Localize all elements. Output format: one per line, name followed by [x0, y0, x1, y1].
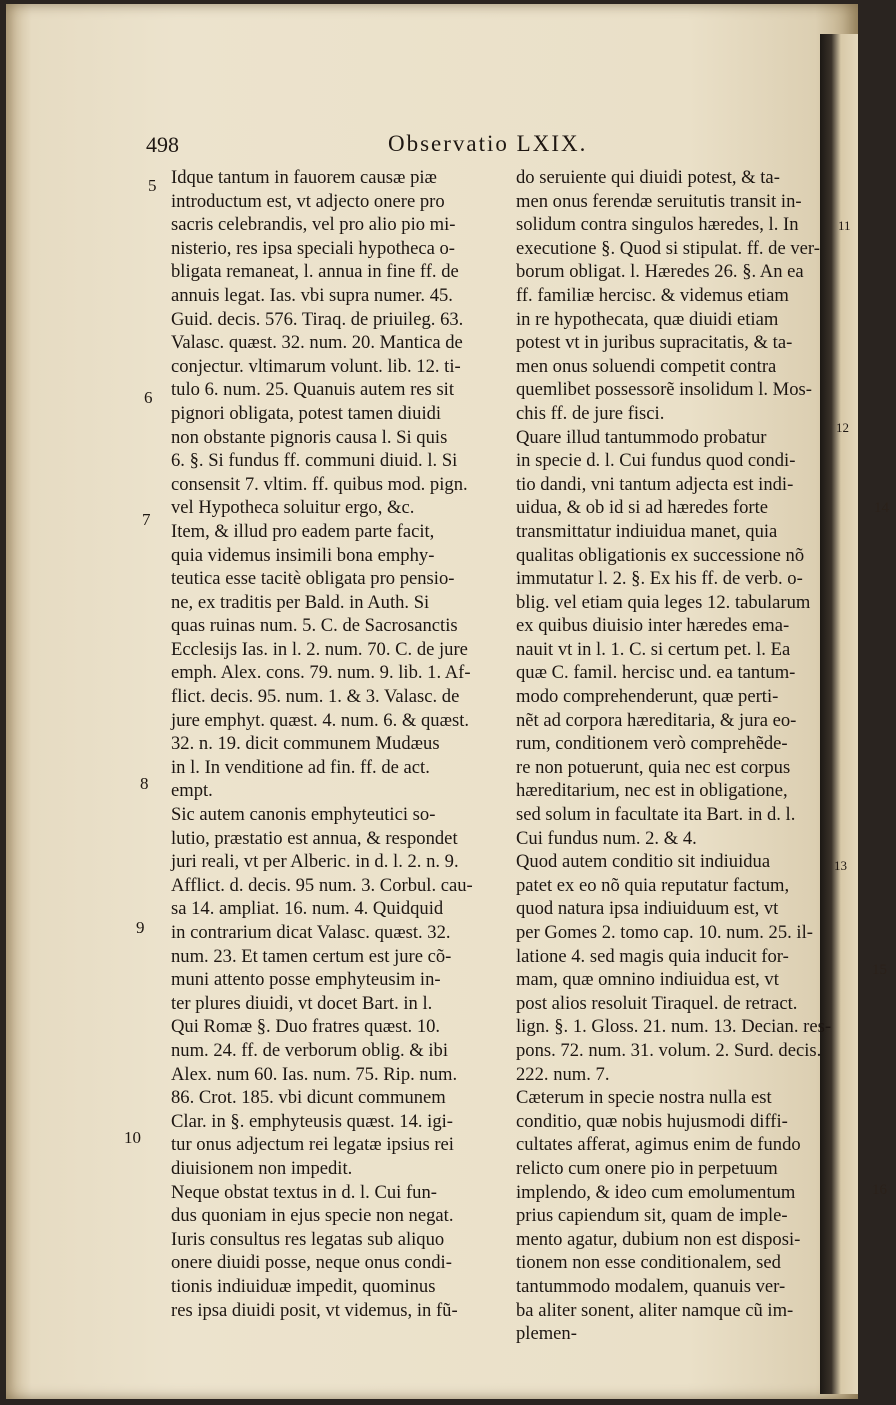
- right-column-line: executione §. Quod si stipulat. ff. de ver-: [516, 237, 820, 259]
- left-column-line: muni attento posse emphyteusim in-: [171, 969, 441, 991]
- right-column-line: tio dandi, vni tantum adjecta est indi-: [516, 473, 794, 495]
- right-column-line: pons. 72. num. 31. volum. 2. Surd. decis.: [516, 1039, 822, 1061]
- left-text-column: [171, 166, 489, 1322]
- margin-number-10: 10: [124, 1128, 141, 1147]
- left-column-line: res ipsa diuidi posit, vt videmus, in fũ-: [171, 1299, 458, 1321]
- right-column-line: solidum contra singulos hæredes, l. In: [516, 214, 799, 236]
- margin-number-8: 8: [140, 774, 149, 793]
- left-column-line: vel Hypotheca soluitur ergo, &c.: [171, 497, 415, 519]
- left-column-line: pignori obligata, potest tamen diuidi: [171, 402, 442, 424]
- right-column-line: rum, conditionem verò comprehẽde-: [516, 733, 788, 755]
- right-column-line: mam, quæ omnino indiuidua est, vt: [516, 969, 779, 991]
- left-column-line: Alex. num 60. Ias. num. 75. Rip. num.: [171, 1063, 458, 1085]
- right-column-line: men onus soluendi competit contra: [516, 355, 777, 377]
- right-column-line: do seruiente qui diuidi potest, & ta-: [516, 167, 780, 188]
- right-column-line: conditio, quæ nobis hujusmodi diffi-: [516, 1110, 788, 1132]
- left-column-line: Clar. in §. emphyteusis quæst. 14. igi-: [171, 1110, 454, 1132]
- margin-number-7: 7: [142, 510, 151, 529]
- left-column-line: juri reali, vt per Alberic. in d. l. 2. n. 9.: [171, 851, 459, 873]
- right-column-line: Cæterum in specie nostra nulla est: [516, 1087, 772, 1109]
- page-title: Observatio LXIX.: [388, 131, 588, 156]
- left-column-line: introductum est, vt adjecto onere pro: [171, 190, 445, 212]
- facing-page-number-14: 14: [874, 500, 889, 516]
- left-column-line: Ecclesijs Ias. in l. 2. num. 70. C. de jure: [171, 638, 468, 660]
- left-column-line: tur onus adjectum rei legatæ ipsius rei: [171, 1134, 454, 1156]
- right-column-line: uidua, & ob id si ad hæredes forte: [516, 497, 768, 519]
- right-column-line: modo comprehenderunt, quæ perti-: [516, 686, 779, 708]
- left-column-line: in contrarium dicat Valasc. quæst. 32.: [171, 922, 451, 943]
- right-column-line: immutatur l. 2. §. Ex his ff. de verb. o-: [516, 568, 803, 590]
- right-column-line: in specie d. l. Cui fundus quod condi-: [516, 450, 796, 472]
- margin-number-13: 13: [834, 858, 847, 873]
- left-column-line: tionis indiuiduæ impedit, quominus: [171, 1275, 436, 1297]
- margin-number-6: 6: [144, 388, 153, 407]
- right-column-line: latione 4. sed magis quia inducit for-: [516, 945, 789, 967]
- right-column-line: plemen-: [516, 1323, 577, 1345]
- left-column-line: Item, & illud pro eadem parte facit,: [171, 520, 435, 542]
- left-column-line: lutio, præstatio est annua, & respondet: [171, 827, 458, 849]
- left-column-line: Valasc. quæst. 32. num. 20. Mantica de: [171, 332, 463, 354]
- left-column-line: 86. Crot. 185. vbi dicunt communem: [171, 1087, 446, 1109]
- left-column-line: num. 23. Et tamen certum est jure cõ-: [171, 945, 452, 967]
- right-column-line: quod natura ipsa indiuiduum est, vt: [516, 898, 779, 920]
- left-column-line: Qui Romæ §. Duo fratres quæst. 10.: [171, 1016, 441, 1038]
- left-column-line: tulo 6. num. 25. Quanuis autem res sit: [171, 379, 455, 401]
- right-column-line: per Gomes 2. tomo cap. 10. num. 25. il-: [516, 922, 813, 943]
- left-column-line: Idque tantum in fauorem causæ piæ: [171, 167, 437, 188]
- right-column-line: cultates afferat, agimus enim de fundo: [516, 1134, 801, 1156]
- right-column-line: chis ff. de jure fisci.: [516, 402, 665, 424]
- right-column-line: men onus ferendæ seruitutis transit in-: [516, 190, 802, 212]
- right-column-line: in re hypothecata, quæ diuidi etiam: [516, 308, 779, 330]
- left-column-line: emph. Alex. cons. 79. num. 9. lib. 1. Af-: [171, 662, 471, 684]
- left-column-line: Afflict. d. decis. 95 num. 3. Corbul. cau-: [171, 874, 473, 896]
- right-column-line: implendo, & ideo cum emolumentum: [516, 1181, 796, 1203]
- left-column-line: num. 24. ff. de verborum oblig. & ibi: [171, 1039, 448, 1061]
- left-column-line: non obstante pignoris causa l. Si quis: [171, 426, 448, 448]
- book-page: [6, 4, 889, 1399]
- right-column-line: Quod autem conditio sit indiuidua: [516, 851, 771, 873]
- right-column-line: ba aliter sonent, aliter namque cũ im-: [516, 1299, 794, 1321]
- right-column-line: re non potuerunt, quia nec est corpus: [516, 756, 791, 778]
- right-column-line: lign. §. 1. Gloss. 21. num. 13. Decian. res-: [516, 1016, 832, 1038]
- left-column-line: Neque obstat textus in d. l. Cui fun-: [171, 1181, 437, 1203]
- right-column-line: potest vt in juribus supracitatis, & ta-: [516, 332, 793, 354]
- left-column-line: jure emphyt. quæst. 4. num. 6. & quæst.: [171, 709, 470, 731]
- right-column-line: tionem non esse conditionalem, sed: [516, 1252, 781, 1274]
- left-column-line: consensit 7. vltim. ff. quibus mod. pign.: [171, 473, 468, 495]
- left-column-line: Iuris consultus res legatas sub aliquo: [171, 1228, 445, 1250]
- left-column-line: annuis legat. Ias. vbi supra numer. 45.: [171, 284, 453, 306]
- left-column-line: empt.: [171, 780, 213, 802]
- left-column-line: ter plures diuidi, vt docet Bart. in l.: [171, 992, 433, 1014]
- left-column-line: sacris celebrandis, vel pro alio pio mi-: [171, 214, 456, 236]
- left-column-line: Sic autem canonis emphyteutici so-: [171, 804, 436, 826]
- margin-number-12: 12: [836, 420, 849, 435]
- right-column-line: sed solum in facultate ita Bart. in d. l.: [516, 804, 796, 826]
- left-column-line: bligata remaneat, l. annua in fine ff. de: [171, 261, 459, 283]
- left-column-line: in l. In venditione ad fin. ff. de act.: [171, 756, 430, 778]
- right-column-line: post alios resoluit Tiraquel. de retract.: [516, 992, 798, 1014]
- right-column-line: qualitas obligationis ex successione nõ: [516, 544, 805, 566]
- margin-number-9: 9: [136, 918, 145, 937]
- left-column-line: 6. §. Si fundus ff. communi diuid. l. Si: [171, 450, 458, 472]
- margin-number-5: 5: [148, 176, 157, 195]
- page-number: 498: [146, 132, 179, 157]
- left-column-line: ne, ex traditis per Bald. in Auth. Si: [171, 591, 430, 613]
- right-column-line: hæreditarium, nec est in obligatione,: [516, 780, 788, 802]
- facing-page-number-15: 15: [872, 962, 887, 978]
- left-column-line: dus quoniam in ejus specie non negat.: [171, 1205, 454, 1227]
- left-column-line: onere diuidi posse, neque onus condi-: [171, 1252, 452, 1274]
- margin-number-11: 11: [838, 218, 851, 233]
- left-column-line: 32. n. 19. dicit communem Mudæus: [171, 733, 440, 755]
- right-column-line: borum obligat. l. Hæredes 26. §. An ea: [516, 261, 804, 283]
- right-column-line: nauit vt in l. 1. C. si certum pet. l. Ea: [516, 638, 791, 660]
- left-column-line: teutica esse tacitè obligata pro pensio-: [171, 568, 455, 590]
- right-column-line: mento agatur, dubium non est disposi-: [516, 1228, 801, 1250]
- left-column-line: nisterio, res ipsa speciali hypotheca o-: [171, 237, 455, 259]
- right-column-line: nẽt ad corpora hæreditaria, & jura eo-: [516, 709, 797, 731]
- right-column-line: quæ C. famil. hercisc und. ea tantum-: [516, 662, 796, 684]
- right-column-line: tantummodo modalem, quanuis ver-: [516, 1275, 786, 1297]
- left-column-line: quia videmus insimili bona emphy-: [171, 544, 435, 566]
- left-column-line: sa 14. ampliat. 16. num. 4. Quidquid: [171, 898, 444, 920]
- right-column-line: Cui fundus num. 2. & 4.: [516, 827, 697, 849]
- left-column-line: conjectur. vltimarum volunt. lib. 12. ti-: [171, 355, 461, 377]
- right-column-line: Quare illud tantummodo probatur: [516, 426, 767, 448]
- right-column-line: relicto cum onere pio in perpetuum: [516, 1157, 778, 1179]
- right-column-line: 222. num. 7.: [516, 1063, 610, 1085]
- left-column-line: quas ruinas num. 5. C. de Sacrosanctis: [171, 615, 458, 637]
- left-column-line: Guid. decis. 576. Tiraq. de priuileg. 63.: [171, 308, 464, 330]
- right-text-column: [516, 166, 836, 1346]
- right-column-line: transmittatur indiuidua manet, quia: [516, 520, 778, 542]
- right-column-line: ex quibus diuisio inter hæredes ema-: [516, 615, 790, 637]
- right-column-line: patet ex eo nõ quia reputatur factum,: [516, 874, 790, 896]
- left-column-line: flict. decis. 95. num. 1. & 3. Valasc. de: [171, 686, 460, 708]
- page-header: [146, 132, 846, 158]
- right-column-line: ff. familiæ hercisc. & videmus etiam: [516, 284, 789, 306]
- left-column-line: diuisionem non impedit.: [171, 1157, 353, 1179]
- right-column-line: quemlibet possessorẽ insolidum l. Mos-: [516, 379, 812, 401]
- right-column-line: prius capiendum sit, quam de imple-: [516, 1205, 788, 1227]
- right-column-line: blig. vel etiam quia leges 12. tabularum: [516, 591, 811, 613]
- facing-page-number-16: 16: [872, 1182, 887, 1198]
